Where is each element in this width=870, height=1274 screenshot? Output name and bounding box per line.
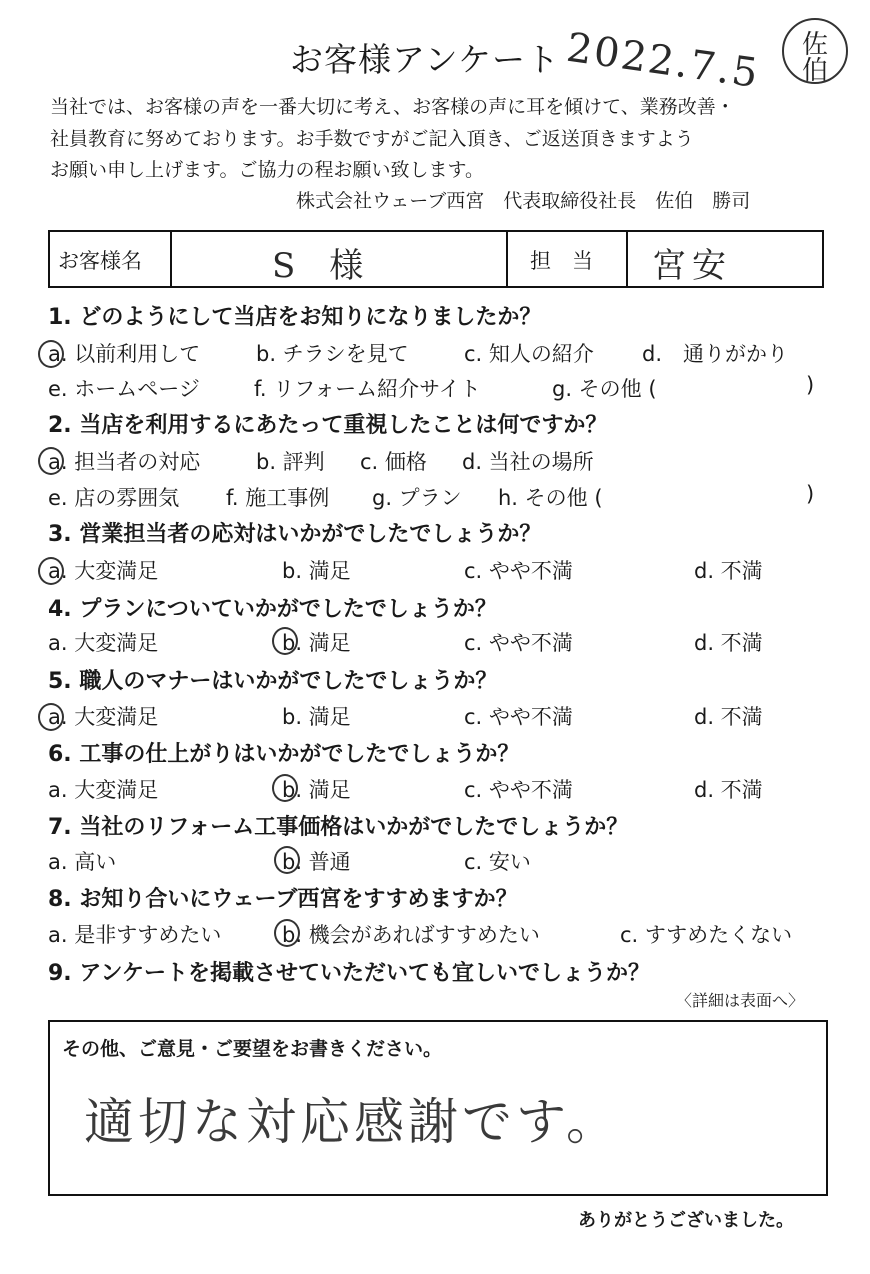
customer-name-label-cell: [50, 232, 172, 286]
q1-option-c[interactable]: c. 知人の紹介: [464, 342, 594, 366]
customer-name-value: S 様: [272, 246, 364, 286]
q3-option-c[interactable]: c. やや不満: [464, 559, 573, 583]
q6-option-d[interactable]: d. 不満: [694, 778, 763, 802]
seal-char-1: 佐: [802, 30, 829, 60]
question-4: 4. プランについていかがでしたでしょうか？: [48, 597, 497, 622]
q4-option-d[interactable]: d. 不満: [694, 631, 763, 655]
staff-name-value: 宮安: [652, 246, 732, 286]
q8-option-a[interactable]: a. 是非すすめたい: [48, 923, 222, 947]
q4-option-b[interactable]: b. 満足: [282, 631, 351, 655]
seal-stamp: [782, 18, 848, 84]
intro-line-3: お願い申し上げます。ご協力の程お願い致します。: [50, 159, 484, 181]
q1-option-g[interactable]: g. その他 (: [552, 377, 657, 401]
intro-line-2: 社員教育に努めております。お手数ですがご記入頂き、ご返送頂きますよう: [50, 128, 694, 150]
page-title: お客様アンケート: [290, 40, 561, 79]
q1-option-g-close: ): [806, 373, 815, 397]
comment-label: その他、ご意見・ご要望をお書きください。: [62, 1038, 443, 1060]
q6-option-b[interactable]: b. 満足: [282, 778, 351, 802]
q1-option-b[interactable]: b. チラシを見て: [256, 342, 409, 366]
q2-option-h[interactable]: h. その他 (: [498, 486, 603, 510]
q2-option-e[interactable]: e. 店の雰囲気: [48, 486, 180, 510]
question-9: 9. アンケートを掲載させていただいても宜しいでしょうか？: [48, 961, 651, 986]
comment-handwritten: 適切な対応感謝です。: [84, 1093, 620, 1151]
question-2: 2. 当店を利用するにあたって重視したことは何ですか？: [48, 413, 608, 438]
customer-info-table: [48, 230, 824, 288]
q9-note: 〈詳細は表面へ〉: [676, 991, 805, 1010]
question-1: 1. どのようにして当店をお知りになりましたか？: [48, 305, 542, 330]
q2-option-g[interactable]: g. プラン: [372, 486, 462, 510]
q6-option-c[interactable]: c. やや不満: [464, 778, 573, 802]
question-5: 5. 職人のマナーはいかがでしたでしょうか？: [48, 669, 498, 694]
q3-option-b[interactable]: b. 満足: [282, 559, 351, 583]
intro-line-1: 当社では、お客様の声を一番大切に考え、お客様の声に耳を傾けて、業務改善・: [50, 96, 735, 118]
footer-thanks: ありがとうございました。: [578, 1210, 794, 1231]
q5-option-b[interactable]: b. 満足: [282, 705, 351, 729]
company-signature: 株式会社ウェーブ西宮 代表取締役社長 佐伯 勝司: [296, 190, 751, 212]
q2-option-b[interactable]: b. 評判: [256, 450, 325, 474]
q1-option-f[interactable]: f. リフォーム紹介サイト: [254, 377, 481, 401]
seal-char-2: 伯: [802, 56, 829, 86]
q7-option-b[interactable]: b. 普通: [282, 850, 351, 874]
q2-option-c[interactable]: c. 価格: [360, 450, 427, 474]
q2-option-a[interactable]: a. 担当者の対応: [48, 450, 201, 474]
q4-option-c[interactable]: c. やや不満: [464, 631, 573, 655]
question-6: 6. 工事の仕上がりはいかがでしたでしょうか？: [48, 742, 520, 767]
q2-option-d[interactable]: d. 当社の場所: [462, 450, 594, 474]
staff-name-field[interactable]: [628, 232, 822, 286]
q7-option-a[interactable]: a. 高い: [48, 850, 117, 874]
q5-option-d[interactable]: d. 不満: [694, 705, 763, 729]
question-8: 8. お知り合いにウェーブ西宮をすすめますか？: [48, 887, 518, 912]
q1-option-d[interactable]: d. 通りがかり: [642, 342, 789, 366]
q7-option-c[interactable]: c. 安い: [464, 850, 531, 874]
comment-box[interactable]: [48, 1020, 828, 1196]
q3-option-a[interactable]: a. 大変満足: [48, 559, 159, 583]
q5-option-a[interactable]: a. 大変満足: [48, 705, 159, 729]
q5-option-c[interactable]: c. やや不満: [464, 705, 573, 729]
staff-label-cell: [508, 232, 628, 286]
q3-option-d[interactable]: d. 不満: [694, 559, 763, 583]
q2-option-f[interactable]: f. 施工事例: [226, 486, 330, 510]
customer-name-field[interactable]: [172, 232, 508, 286]
q8-option-c[interactable]: c. すすめたくない: [620, 923, 793, 947]
staff-label: 担 当: [530, 249, 593, 273]
handwritten-date: 2022.7.5: [563, 24, 763, 98]
q4-option-a[interactable]: a. 大変満足: [48, 631, 159, 655]
q1-option-a[interactable]: a. 以前利用して: [48, 342, 201, 366]
question-7: 7. 当社のリフォーム工事価格はいかがでしたでしょうか？: [48, 815, 629, 840]
q1-option-e[interactable]: e. ホームページ: [48, 377, 200, 401]
q2-option-h-close: ): [806, 482, 815, 506]
q6-option-a[interactable]: a. 大変満足: [48, 778, 159, 802]
question-3: 3. 営業担当者の応対はいかがでしたでしょうか？: [48, 522, 542, 547]
q8-option-b[interactable]: b. 機会があればすすめたい: [282, 923, 540, 947]
customer-name-label: お客様名: [58, 249, 142, 273]
